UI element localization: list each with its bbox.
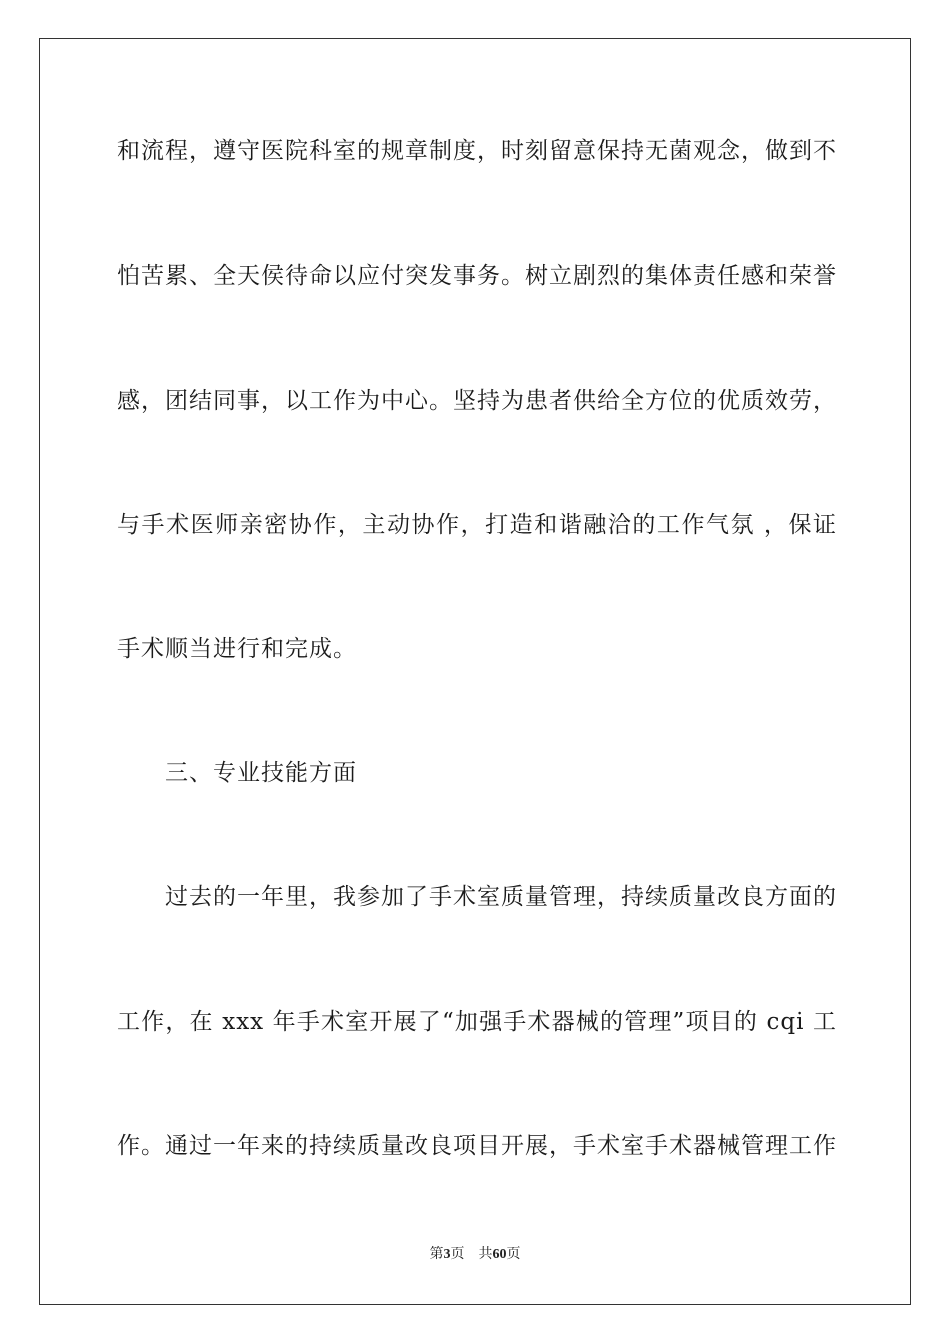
page-suffix: 页: [450, 1247, 465, 1262]
body-text-line: 过去的一年里，我参加了手术室质量管理，持续质量改良方面的: [165, 884, 837, 910]
page-prefix: 第: [429, 1247, 444, 1262]
page-border: [39, 38, 911, 1305]
body-text-line: 和流程，遵守医院科室的规章制度，时刻留意保持无菌观念，做到不: [117, 138, 837, 164]
total-pages: 60: [492, 1247, 507, 1262]
page-footer: [0, 1245, 950, 1265]
body-text-line: 手术顺当进行和完成。: [117, 636, 357, 662]
body-text-line: 工作，在 xxx 年手术室开展了“加强手术器械的管理”项目的 cqi 工: [117, 1009, 837, 1035]
body-text-line: 怕苦累、全天侯待命以应付突发事务。树立剧烈的集体责任感和荣誉: [117, 263, 837, 289]
total-suffix: 页: [506, 1247, 521, 1262]
total-prefix: 共: [478, 1247, 493, 1262]
body-text-line: 作。通过一年来的持续质量改良项目开展，手术室手术器械管理工作: [117, 1133, 837, 1159]
section-heading: 三、专业技能方面: [165, 760, 357, 786]
body-text-line: 与手术医师亲密协作，主动协作，打造和谐融洽的工作气氛 ，保证: [117, 512, 837, 538]
body-text-line: 感，团结同事，以工作为中心。坚持为患者供给全方位的优质效劳，: [117, 388, 837, 414]
page-number: 3: [443, 1247, 451, 1262]
